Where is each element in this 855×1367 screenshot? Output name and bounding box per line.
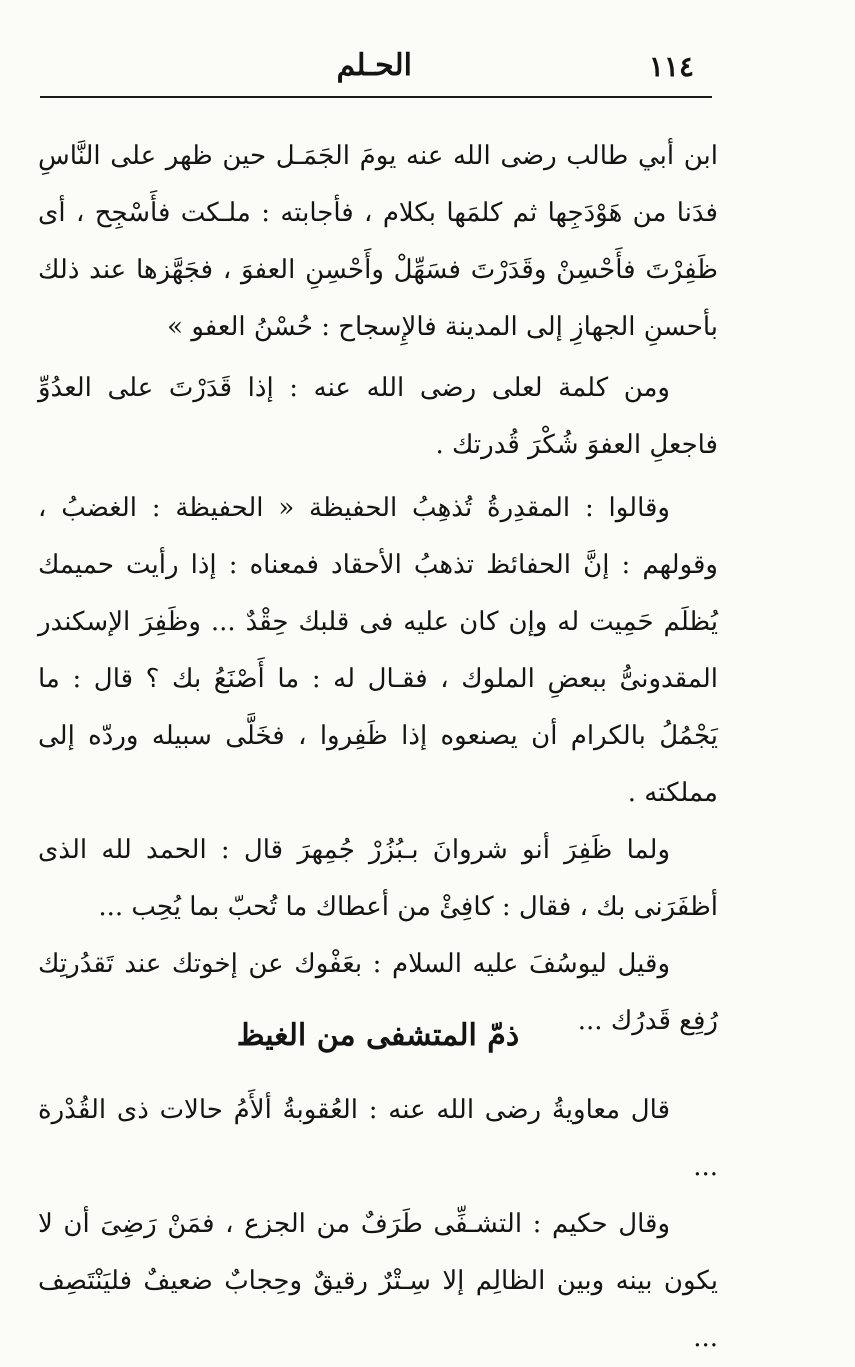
paragraph: ولما ظَفِرَ أنو شروانَ بـبُزُرْ جُمِهرَ قال : الحمد لله الذى أظفَرَنى بك ، فقال : كافِئْ من أعطاك ما تُحبّ بما يُحِب ...	[38, 835, 718, 922]
section-1-text	[38, 128, 718, 1050]
page-number: ١١٤	[648, 50, 694, 83]
running-title: الحـلم	[336, 48, 412, 83]
paragraph: وقال حكيم : التشـفِّى طَرَفٌ من الجزع ، فمَنْ رَضِىَ أن لا يكون بينه وبين الظالِم إلا سِـتْرٌ رقيقٌ وحِجابٌ ضعيفٌ فليَنْتَصِف ...	[38, 1209, 718, 1353]
paragraph: قال معاويةُ رضى الله عنه : العُقوبةُ ألأَمُ حالات ذى القُدْرة ...	[38, 1095, 718, 1182]
page-header	[40, 46, 712, 96]
paragraph: وقيل ليوسُفَ عليه السلام : بعَفْوك عن إخوتك عند تَقدُرتِك رُفِع قَدرُك ...	[38, 949, 718, 1036]
paragraph: ابن أبي طالب رضى الله عنه يومَ الجَمَـل حين ظهر على النَّاسِ فدَنا من هَوْدَجِها ثم كلمَها بكلام ، فأجابته : ملـكت فأَسْجِح ، أى ظَفِرْتَ فأَحْسِنْ وقَدَرْتَ فسَهِّلْ وأَحْسِنِ العفوَ ، فجَهَّزها عند ذلك بأحسنِ الجهازِ إلى المدينة فالإِسجاح : حُسْنُ العفو »	[38, 141, 718, 342]
paragraph: ومن كلمة لعلى رضى الله عنه : إذا قَدَرْتَ على العدُوِّ فاجعلِ العفوَ شُكْرَ قُدرتك .	[38, 373, 718, 460]
header-rule	[40, 96, 712, 98]
section-2-text	[38, 1082, 718, 1367]
paragraph: وقالوا : المقدِرةُ تُذهِبُ الحفيظة « الحفيظة : الغضبُ ، وقولهم : إنَّ الحفائظ تذهبُ الأحقاد فمعناه : إذا رأيت حميمك يُظلَم حَمِيت له وإن كان عليه فى قلبك حِقْدٌ ... وظَفِرَ الإسكندر المقدونىُّ ببعضِ الملوك ، فقـال له : ما أَصْنَعُ بك ؟ قال : ما يَجْمُلُ بالكرام أن يصنعوه إذا ظَفِروا ، فخَلَّى سبيله وردّه إلى مملكته .	[38, 493, 718, 808]
section-heading: ذمّ المتشفى من الغيظ	[236, 1018, 520, 1053]
